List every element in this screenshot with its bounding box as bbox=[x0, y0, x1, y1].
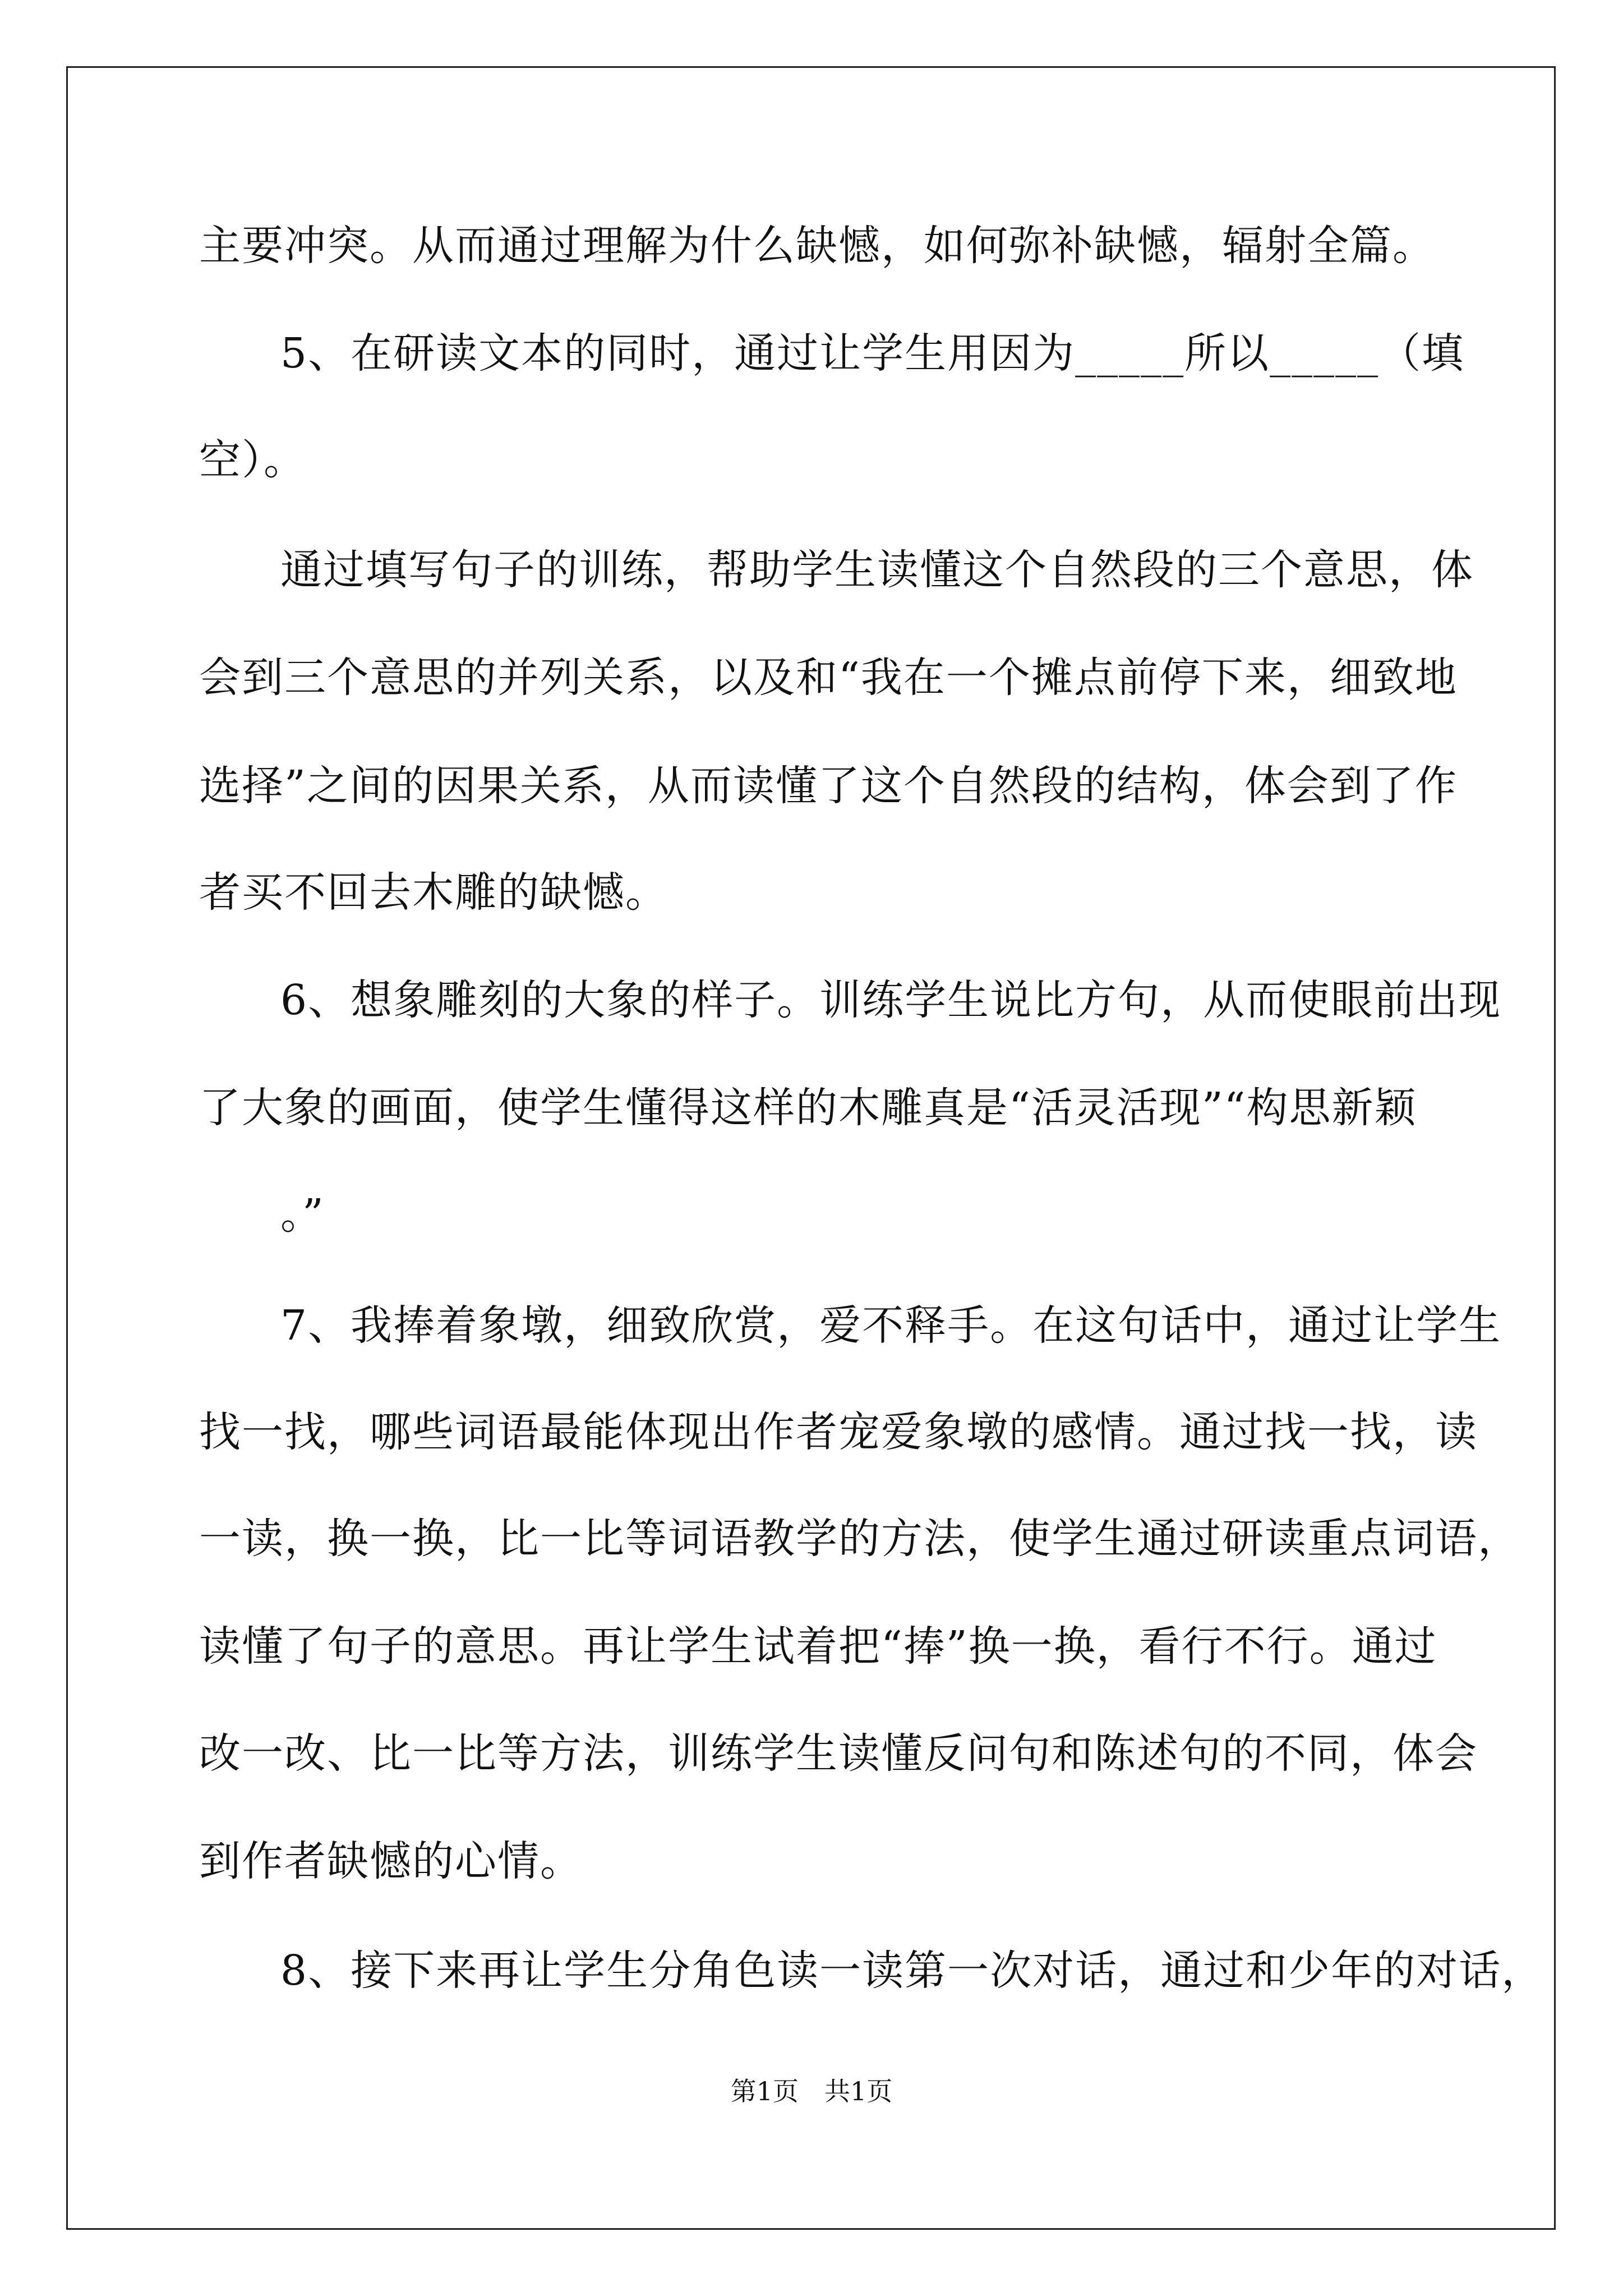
text-line: 7、我捧着象墩，细致欣赏，爱不释手。在这句话中，通过让学生 bbox=[280, 1301, 1502, 1350]
text-line: 者买不回去木雕的缺憾。 bbox=[199, 868, 668, 917]
text-line: 到作者缺憾的心情。 bbox=[199, 1837, 583, 1885]
text-line: 会到三个意思的并列关系，以及和“我在一个摊点前停下来，细致地 bbox=[199, 654, 1458, 702]
text-line: 空）。 bbox=[199, 436, 306, 484]
text-line: 改一改、比一比等方法，训练学生读懂反问句和陈述句的不同，体会 bbox=[199, 1729, 1478, 1778]
text-line: 一读，换一换，比一比等词语教学的方法，使学生通过研读重点词语， bbox=[199, 1515, 1520, 1563]
text-line: 选择”之间的因果关系，从而读懂了这个自然段的结构，体会到了作 bbox=[199, 762, 1458, 810]
text-line: 主要冲突。从而通过理解为什么缺憾，如何弥补缺憾，辐射全篇。 bbox=[199, 222, 1435, 270]
page-footer: 第1页 共1页 bbox=[730, 2076, 893, 2106]
text-line: 6、想象雕刻的大象的样子。训练学生说比方句，从而使眼前出现 bbox=[280, 976, 1502, 1024]
text-line: 。” bbox=[280, 1190, 325, 1239]
page-frame bbox=[66, 66, 1556, 2230]
text-line: 了大象的画面，使学生懂得这样的木雕真是“活灵活现”“构思新颖 bbox=[199, 1084, 1417, 1132]
text-line: 8、接下来再让学生分角色读一读第一次对话，通过和少年的对话， bbox=[280, 1947, 1544, 1995]
text-line: 找一找，哪些词语最能体现出作者宠爱象墩的感情。通过找一找，读 bbox=[199, 1408, 1478, 1456]
text-line: 读懂了句子的意思。再让学生试着把“捧”换一换，看行不行。通过 bbox=[199, 1622, 1437, 1671]
text-line: 5、在研读文本的同时，通过让学生用因为_____所以_____（填 bbox=[280, 329, 1465, 378]
text-line: 通过填写句子的训练，帮助学生读懂这个自然段的三个意思，体 bbox=[280, 546, 1474, 594]
